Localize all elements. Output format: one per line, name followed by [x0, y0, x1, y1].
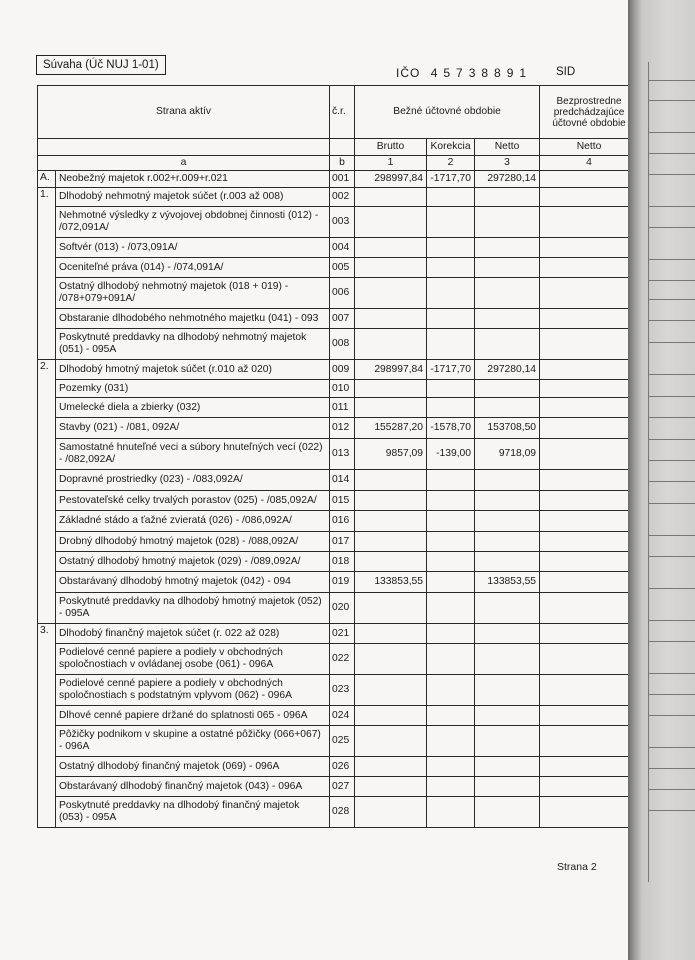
row-number: 016	[330, 511, 355, 532]
value-netto	[475, 188, 540, 207]
table-row	[38, 398, 639, 418]
table-row	[38, 532, 639, 552]
value-netto-prev	[540, 644, 639, 675]
table-row	[38, 360, 639, 380]
value-korekcia: -1717,70	[427, 171, 475, 188]
value-netto	[475, 777, 540, 797]
value-korekcia: -1717,70	[427, 360, 475, 380]
row-label: Pozemky (031)	[56, 380, 330, 398]
table-row	[38, 329, 639, 360]
value-netto	[475, 511, 540, 532]
table-row	[38, 777, 639, 797]
table-row	[38, 188, 639, 207]
row-label: Podielové cenné papiere a podiely v obchodných spoločnostiach v ovládanej osobe (061) - 096A	[56, 644, 330, 675]
value-netto	[475, 258, 540, 278]
edge-grid-line	[649, 206, 695, 207]
table-row	[38, 278, 639, 309]
page-footer: Strana 2	[557, 861, 597, 873]
table-row	[38, 418, 639, 439]
value-korekcia: -1578,70	[427, 418, 475, 439]
row-label: Podielové cenné papiere a podiely v obchodných spoločnostiach s podstatným vplyvom (062) - 096A	[56, 675, 330, 706]
value-netto	[475, 706, 540, 726]
value-netto	[475, 398, 540, 418]
table-row	[38, 258, 639, 278]
sid-label: SID	[556, 66, 576, 78]
row-number: 024	[330, 706, 355, 726]
value-brutto	[355, 675, 427, 706]
value-brutto	[355, 706, 427, 726]
value-netto	[475, 329, 540, 360]
table-row	[38, 439, 639, 470]
row-label: Neobežný majetok r.002+r.009+r.021	[56, 171, 330, 188]
row-label: Základné stádo a ťažné zvieratá (026) - /086,092A/	[56, 511, 330, 532]
value-netto: 133853,55	[475, 572, 540, 593]
row-number: 007	[330, 309, 355, 329]
row-number: 009	[330, 360, 355, 380]
value-netto-prev	[540, 777, 639, 797]
value-netto	[475, 309, 540, 329]
edge-grid-line	[649, 673, 695, 674]
row-label: Poskytnuté preddavky na dlhodobý finančný majetok (053) - 095A	[56, 797, 330, 828]
col-label-2: 2	[427, 156, 475, 171]
row-number: 015	[330, 491, 355, 511]
value-netto	[475, 624, 540, 644]
table-row	[38, 593, 639, 624]
row-number: 023	[330, 675, 355, 706]
row-label: Ostatný dlhodobý nehmotný majetok (018 + 019) - /078+079+091A/	[56, 278, 330, 309]
table-row	[38, 238, 639, 258]
edge-grid-line	[649, 132, 695, 133]
edge-grid-line	[649, 588, 695, 589]
value-brutto	[355, 552, 427, 572]
edge-grid-line	[649, 481, 695, 482]
value-korekcia	[427, 491, 475, 511]
value-korekcia	[427, 207, 475, 238]
value-brutto	[355, 258, 427, 278]
value-brutto	[355, 491, 427, 511]
row-number: 006	[330, 278, 355, 309]
value-netto-prev	[540, 171, 639, 188]
value-netto-prev	[540, 706, 639, 726]
edge-grid-line	[649, 174, 695, 175]
balance-sheet-table	[37, 85, 639, 828]
value-netto-prev	[540, 491, 639, 511]
value-korekcia	[427, 552, 475, 572]
value-brutto: 298997,84	[355, 171, 427, 188]
edge-grid-line	[649, 227, 695, 228]
edge-grid-line	[649, 810, 695, 811]
value-netto	[475, 207, 540, 238]
value-korekcia	[427, 532, 475, 552]
value-netto-prev	[540, 797, 639, 828]
row-number: 026	[330, 757, 355, 777]
header-blank-1	[38, 139, 330, 156]
value-brutto	[355, 238, 427, 258]
value-brutto	[355, 380, 427, 398]
value-netto-prev	[540, 309, 639, 329]
value-netto: 297280,14	[475, 360, 540, 380]
value-netto-prev	[540, 238, 639, 258]
value-netto	[475, 470, 540, 491]
edge-grid-line	[649, 100, 695, 101]
value-korekcia	[427, 624, 475, 644]
value-netto-prev	[540, 624, 639, 644]
value-korekcia	[427, 572, 475, 593]
value-brutto: 133853,55	[355, 572, 427, 593]
row-number: 010	[330, 380, 355, 398]
edge-grid-line	[649, 715, 695, 716]
table-row	[38, 675, 639, 706]
edge-grid-line	[649, 556, 695, 557]
value-netto	[475, 491, 540, 511]
edge-grid-line	[649, 620, 695, 621]
row-label: Drobný dlhodobý hmotný majetok (028) - /088,092A/	[56, 532, 330, 552]
value-korekcia	[427, 675, 475, 706]
edge-grid-line	[649, 153, 695, 154]
edge-grid-line	[649, 396, 695, 397]
table-row	[38, 380, 639, 398]
row-number: 014	[330, 470, 355, 491]
value-netto-prev	[540, 675, 639, 706]
row-number: 008	[330, 329, 355, 360]
row-label: Poskytnuté preddavky na dlhodobý hmotný majetok (052) - 095A	[56, 593, 330, 624]
header-cr: č.r.	[330, 86, 355, 139]
section-number: 1.	[38, 188, 56, 360]
row-label: Pestovateľské celky trvalých porastov (025) - /085,092A/	[56, 491, 330, 511]
col-label-4: 4	[540, 156, 639, 171]
edge-grid-line	[649, 789, 695, 790]
value-brutto	[355, 624, 427, 644]
row-label: Oceniteľné práva (014) - /074,091A/	[56, 258, 330, 278]
value-brutto	[355, 278, 427, 309]
value-netto-prev	[540, 552, 639, 572]
value-netto	[475, 532, 540, 552]
edge-grid-line	[649, 460, 695, 461]
value-brutto: 9857,09	[355, 439, 427, 470]
value-netto-prev	[540, 278, 639, 309]
row-label: Dlhové cenné papiere držané do splatnosti 065 - 096A	[56, 706, 330, 726]
edge-grid-line	[649, 535, 695, 536]
value-brutto	[355, 777, 427, 797]
table-row	[38, 757, 639, 777]
edge-grid-line	[649, 374, 695, 375]
col-label-b: b	[330, 156, 355, 171]
value-brutto	[355, 726, 427, 757]
adjacent-page-grid	[648, 62, 695, 882]
row-label: Poskytnuté preddavky na dlhodobý nehmotný majetok (051) - 095A	[56, 329, 330, 360]
edge-grid-line	[649, 439, 695, 440]
edge-grid-line	[649, 641, 695, 642]
value-brutto	[355, 309, 427, 329]
value-netto	[475, 757, 540, 777]
edge-grid-line	[649, 80, 695, 81]
value-netto	[475, 797, 540, 828]
row-number: 013	[330, 439, 355, 470]
edge-grid-line	[649, 259, 695, 260]
value-brutto	[355, 532, 427, 552]
value-korekcia	[427, 797, 475, 828]
value-netto: 9718,09	[475, 439, 540, 470]
value-korekcia	[427, 380, 475, 398]
table-row	[38, 624, 639, 644]
row-label: Softvér (013) - /073,091A/	[56, 238, 330, 258]
value-korekcia	[427, 757, 475, 777]
header-brutto: Brutto	[355, 139, 427, 156]
value-netto-prev	[540, 380, 639, 398]
value-brutto	[355, 644, 427, 675]
value-korekcia	[427, 329, 475, 360]
value-netto	[475, 593, 540, 624]
edge-grid-line	[649, 320, 695, 321]
value-netto-prev	[540, 439, 639, 470]
row-number: 003	[330, 207, 355, 238]
row-number: 021	[330, 624, 355, 644]
header-strana-aktiv: Strana aktív	[38, 86, 330, 139]
table-row	[38, 511, 639, 532]
row-number: 017	[330, 532, 355, 552]
value-korekcia	[427, 593, 475, 624]
section-number: 3.	[38, 624, 56, 828]
value-brutto	[355, 329, 427, 360]
table-row	[38, 207, 639, 238]
table-row	[38, 552, 639, 572]
value-netto	[475, 278, 540, 309]
value-brutto	[355, 593, 427, 624]
col-label-1: 1	[355, 156, 427, 171]
edge-grid-line	[649, 694, 695, 695]
header-blank-2	[330, 139, 355, 156]
header-korekcia: Korekcia	[427, 139, 475, 156]
value-netto-prev	[540, 572, 639, 593]
row-label: Obstaranie dlhodobého nehmotného majetku (041) - 093	[56, 309, 330, 329]
row-number: 005	[330, 258, 355, 278]
row-number: 004	[330, 238, 355, 258]
value-netto	[475, 644, 540, 675]
row-label: Nehmotné výsledky z vývojovej obdobnej činnosti (012) - /072,091A/	[56, 207, 330, 238]
col-label-3: 3	[475, 156, 540, 171]
value-korekcia	[427, 706, 475, 726]
value-netto-prev	[540, 532, 639, 552]
value-netto: 153708,50	[475, 418, 540, 439]
edge-grid-line	[649, 342, 695, 343]
value-korekcia	[427, 726, 475, 757]
value-netto: 297280,14	[475, 171, 540, 188]
row-number: 027	[330, 777, 355, 797]
form-title: Súvaha (Úč NUJ 1-01)	[36, 55, 166, 75]
value-netto-prev	[540, 188, 639, 207]
header-bezne-obdobie: Bežné účtovné obdobie	[355, 86, 540, 139]
value-netto-prev	[540, 418, 639, 439]
edge-grid-line	[649, 768, 695, 769]
value-korekcia	[427, 258, 475, 278]
value-brutto	[355, 470, 427, 491]
ico-value: 45738891	[430, 66, 533, 80]
row-number: 001	[330, 171, 355, 188]
header-predchadzajuce: Bezprostredne predchádzajúce účtovné obdobie	[540, 86, 639, 139]
value-brutto	[355, 511, 427, 532]
row-label: Umelecké diela a zbierky (032)	[56, 398, 330, 418]
row-number: 022	[330, 644, 355, 675]
value-korekcia: -139,00	[427, 439, 475, 470]
value-netto-prev	[540, 207, 639, 238]
row-label: Dopravné prostriedky (023) - /083,092A/	[56, 470, 330, 491]
row-label: Dlhodobý hmotný majetok súčet (r.010 až 020)	[56, 360, 330, 380]
value-netto	[475, 675, 540, 706]
row-label: Pôžičky podnikom v skupine a ostatné pôžičky (066+067) - 096A	[56, 726, 330, 757]
row-label: Ostatný dlhodobý hmotný majetok (029) - /089,092A/	[56, 552, 330, 572]
value-netto	[475, 380, 540, 398]
col-label-a: a	[38, 156, 330, 171]
row-number: 025	[330, 726, 355, 757]
ico-field	[396, 66, 532, 80]
table-row	[38, 171, 639, 188]
table-row	[38, 309, 639, 329]
value-netto-prev	[540, 470, 639, 491]
value-netto-prev	[540, 593, 639, 624]
value-korekcia	[427, 777, 475, 797]
ico-label: IČO	[396, 66, 421, 80]
row-number: 020	[330, 593, 355, 624]
value-brutto	[355, 188, 427, 207]
value-brutto	[355, 757, 427, 777]
edge-grid-line	[649, 280, 695, 281]
value-korekcia	[427, 309, 475, 329]
value-netto	[475, 238, 540, 258]
value-netto-prev	[540, 329, 639, 360]
section-number: 2.	[38, 360, 56, 624]
value-korekcia	[427, 238, 475, 258]
header-netto: Netto	[475, 139, 540, 156]
table-row	[38, 572, 639, 593]
row-label: Dlhodobý finančný majetok súčet (r. 022 až 028)	[56, 624, 330, 644]
edge-grid-line	[649, 417, 695, 418]
edge-grid-line	[649, 747, 695, 748]
table-row	[38, 644, 639, 675]
section-number: A.	[38, 171, 56, 188]
value-netto	[475, 552, 540, 572]
row-number: 019	[330, 572, 355, 593]
row-label: Obstarávaný dlhodobý hmotný majetok (042) - 094	[56, 572, 330, 593]
table-row	[38, 726, 639, 757]
row-label: Obstarávaný dlhodobý finančný majetok (043) - 096A	[56, 777, 330, 797]
value-korekcia	[427, 644, 475, 675]
value-korekcia	[427, 188, 475, 207]
value-korekcia	[427, 398, 475, 418]
value-brutto	[355, 398, 427, 418]
value-netto-prev	[540, 757, 639, 777]
value-netto-prev	[540, 398, 639, 418]
row-number: 028	[330, 797, 355, 828]
value-netto-prev	[540, 511, 639, 532]
value-brutto: 155287,20	[355, 418, 427, 439]
row-label: Stavby (021) - /081, 092A/	[56, 418, 330, 439]
row-label: Samostatné hnuteľné veci a súbory hnuteľných vecí (022) - /082,092A/	[56, 439, 330, 470]
value-korekcia	[427, 511, 475, 532]
value-netto	[475, 726, 540, 757]
header-netto-prev: Netto	[540, 139, 639, 156]
table-row	[38, 706, 639, 726]
value-brutto	[355, 797, 427, 828]
row-number: 002	[330, 188, 355, 207]
row-label: Dlhodobý nehmotný majetok súčet (r.003 až 008)	[56, 188, 330, 207]
row-number: 018	[330, 552, 355, 572]
table-row	[38, 470, 639, 491]
value-brutto: 298997,84	[355, 360, 427, 380]
edge-grid-line	[649, 503, 695, 504]
row-number: 011	[330, 398, 355, 418]
table-row	[38, 491, 639, 511]
value-korekcia	[427, 278, 475, 309]
value-netto-prev	[540, 258, 639, 278]
value-netto-prev	[540, 360, 639, 380]
table-row	[38, 797, 639, 828]
value-brutto	[355, 207, 427, 238]
row-label: Ostatný dlhodobý finančný majetok (069) - 096A	[56, 757, 330, 777]
edge-grid-line	[649, 299, 695, 300]
value-netto-prev	[540, 726, 639, 757]
row-number: 012	[330, 418, 355, 439]
value-korekcia	[427, 470, 475, 491]
